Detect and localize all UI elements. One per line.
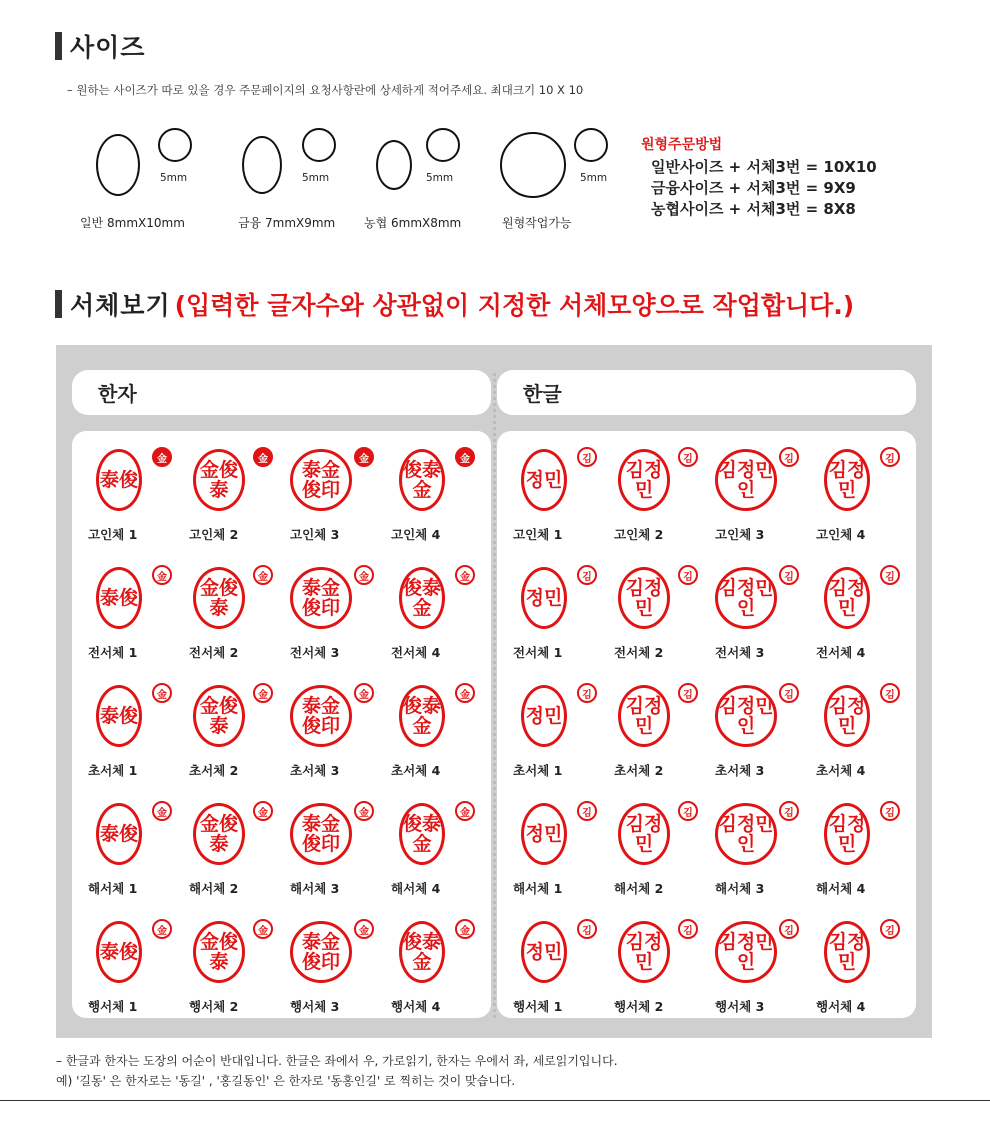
hangul-header xyxy=(497,370,916,415)
font-style-caption: 전서체 3 xyxy=(715,645,765,660)
bottom-rule xyxy=(0,1100,990,1101)
hangul-seal-sample xyxy=(610,681,708,781)
seal-glyphs: 泰金俊印 xyxy=(301,459,340,501)
surname-mini-seal-icon: 김 xyxy=(880,683,900,703)
font-style-caption: 전서체 3 xyxy=(290,645,340,660)
seal-stamp-icon xyxy=(618,803,670,865)
hanja-seal-sample xyxy=(84,563,182,663)
seal-glyphs: 泰金俊印 xyxy=(301,931,340,973)
seal-glyphs: 俊泰金 xyxy=(402,931,441,973)
seal-glyphs: 俊泰金 xyxy=(402,695,441,737)
hanja-seal-sample xyxy=(387,681,485,781)
seal-stamp-icon xyxy=(290,685,352,747)
surname-mini-seal-icon: 金 xyxy=(455,565,475,585)
surname-mini-seal-icon: 金 xyxy=(455,919,475,939)
size-examples xyxy=(80,118,640,248)
font-style-caption: 행서체 2 xyxy=(614,999,664,1014)
font-style-caption: 초서체 2 xyxy=(189,763,239,778)
oval-large-ring xyxy=(96,134,140,196)
seal-glyphs: 김정민 xyxy=(625,695,663,737)
seal-glyphs: 김정민 xyxy=(625,459,663,501)
hanja-seal-sample xyxy=(185,681,283,781)
hangul-seal-sample xyxy=(711,799,809,899)
font-style-caption: 해서체 4 xyxy=(816,881,866,896)
seal-glyphs: 김정민 xyxy=(625,931,663,973)
size-label: 농협 6mmX8mm xyxy=(364,216,462,230)
seal-glyphs: 김정민 xyxy=(828,931,866,973)
hangul-seal-sample xyxy=(711,681,809,781)
surname-mini-seal-icon: 김 xyxy=(880,565,900,585)
font-style-caption: 행서체 2 xyxy=(189,999,239,1014)
hangul-seal-sample xyxy=(812,445,910,545)
seal-stamp-icon xyxy=(824,567,870,629)
surname-mini-seal-icon: 金 xyxy=(354,683,374,703)
font-style-caption: 전서체 2 xyxy=(614,645,664,660)
hanja-seal-sample xyxy=(185,445,283,545)
seal-glyphs: 김정민인 xyxy=(718,695,774,737)
font-style-caption: 행서체 1 xyxy=(513,999,563,1014)
hanja-seal-sample xyxy=(185,799,283,899)
circle-large-ring xyxy=(500,132,566,198)
title-bar-marker xyxy=(55,32,62,60)
seal-glyphs: 泰俊 xyxy=(99,469,138,491)
seal-stamp-icon xyxy=(96,803,142,865)
seal-stamp-icon xyxy=(193,685,245,747)
size-section-title xyxy=(55,28,145,64)
hanja-seal-sample xyxy=(286,445,384,545)
hangul-seal-sample xyxy=(711,563,809,663)
surname-mini-seal-icon: 金 xyxy=(253,565,273,585)
surname-mini-seal-icon: 金 xyxy=(253,919,273,939)
seal-stamp-icon xyxy=(521,685,567,747)
font-style-caption: 행서체 4 xyxy=(816,999,866,1014)
surname-mini-seal-icon: 김 xyxy=(779,801,799,821)
column-divider xyxy=(493,373,496,1018)
font-style-caption: 행서체 4 xyxy=(391,999,441,1014)
hangul-seal-sample xyxy=(812,917,910,1017)
seal-stamp-icon xyxy=(290,567,352,629)
font-style-caption: 전서체 2 xyxy=(189,645,239,660)
hanja-seal-sample xyxy=(286,799,384,899)
surname-mini-seal-icon: 金 xyxy=(455,683,475,703)
seal-glyphs: 김정민 xyxy=(828,695,866,737)
hanja-seal-sample xyxy=(84,681,182,781)
hanja-seal-sample xyxy=(84,799,182,899)
font-style-caption: 해서체 4 xyxy=(391,881,441,896)
font-style-caption: 행서체 1 xyxy=(88,999,138,1014)
surname-mini-seal-icon: 김 xyxy=(678,565,698,585)
surname-mini-seal-icon: 김 xyxy=(779,447,799,467)
seal-stamp-icon xyxy=(715,567,777,629)
seal-stamp-icon xyxy=(193,567,245,629)
surname-mini-seal-icon: 김 xyxy=(779,565,799,585)
hangul-seal-sample xyxy=(812,681,910,781)
seal-glyphs: 김정민 xyxy=(625,577,663,619)
seal-glyphs: 泰金俊印 xyxy=(301,813,340,855)
seal-glyphs: 金俊泰 xyxy=(199,695,238,737)
surname-mini-seal-icon: 김 xyxy=(577,683,597,703)
seal-glyphs: 泰金俊印 xyxy=(301,577,340,619)
hanja-samples xyxy=(72,431,491,1018)
font-style-caption: 해서체 3 xyxy=(290,881,340,896)
surname-mini-seal-icon: 김 xyxy=(577,919,597,939)
surname-mini-seal-icon: 김 xyxy=(678,447,698,467)
seal-glyphs: 정민 xyxy=(525,823,563,845)
surname-mini-seal-icon: 金 xyxy=(152,801,172,821)
hanja-seal-sample xyxy=(387,563,485,663)
hangul-seal-sample xyxy=(610,563,708,663)
size-note: – 원하는 사이즈가 따로 있을 경우 주문페이지의 요청사항란에 상세하게 적어주세요. 최대크기 10 X 10 xyxy=(67,83,584,97)
seal-stamp-icon xyxy=(618,921,670,983)
seal-stamp-icon xyxy=(193,803,245,865)
hanja-seal-sample xyxy=(84,917,182,1017)
surname-mini-seal-icon: 金 xyxy=(152,919,172,939)
hanja-seal-sample xyxy=(185,917,283,1017)
font-style-caption: 행서체 3 xyxy=(715,999,765,1014)
seal-stamp-icon xyxy=(618,685,670,747)
seal-stamp-icon xyxy=(193,449,245,511)
seal-glyphs: 정민 xyxy=(525,941,563,963)
font-style-caption: 초서체 2 xyxy=(614,763,664,778)
seal-stamp-icon xyxy=(290,921,352,983)
seal-glyphs: 김정민인 xyxy=(718,577,774,619)
seal-stamp-icon xyxy=(399,685,445,747)
font-section-title xyxy=(55,286,854,322)
seal-stamp-icon xyxy=(399,921,445,983)
seal-stamp-icon xyxy=(618,449,670,511)
circle-5mm-ring xyxy=(158,128,192,162)
seal-glyphs: 김정민인 xyxy=(718,459,774,501)
size-mm-label: 5mm xyxy=(580,172,608,184)
seal-stamp-icon xyxy=(290,803,352,865)
hangul-seal-sample xyxy=(610,917,708,1017)
font-style-caption: 고인체 4 xyxy=(391,527,441,542)
surname-mini-seal-icon: 김 xyxy=(678,919,698,939)
size-title: 사이즈 xyxy=(70,33,146,62)
surname-mini-seal-icon: 金 xyxy=(455,801,475,821)
seal-stamp-icon xyxy=(618,567,670,629)
hangul-seal-sample xyxy=(711,917,809,1017)
surname-mini-seal-icon: 金 xyxy=(354,447,374,467)
order-guide-line: 일반사이즈 + 서체3번 = 10X10 xyxy=(651,158,877,176)
font-style-caption: 해서체 3 xyxy=(715,881,765,896)
font-style-caption: 초서체 4 xyxy=(816,763,866,778)
hangul-seal-sample xyxy=(711,445,809,545)
size-mm-label: 5mm xyxy=(302,172,330,184)
surname-mini-seal-icon: 김 xyxy=(678,801,698,821)
surname-mini-seal-icon: 金 xyxy=(354,919,374,939)
seal-glyphs: 김정민 xyxy=(828,813,866,855)
hanja-seal-sample xyxy=(185,563,283,663)
seal-glyphs: 泰俊 xyxy=(99,705,138,727)
order-guide-line: 금융사이즈 + 서체3번 = 9X9 xyxy=(651,179,856,197)
seal-stamp-icon xyxy=(521,449,567,511)
surname-mini-seal-icon: 김 xyxy=(880,919,900,939)
font-style-caption: 해서체 1 xyxy=(513,881,563,896)
seal-glyphs: 泰俊 xyxy=(99,941,138,963)
hangul-seal-sample xyxy=(610,799,708,899)
font-style-caption: 고인체 2 xyxy=(614,527,664,542)
surname-mini-seal-icon: 金 xyxy=(152,565,172,585)
hangul-seal-sample xyxy=(812,799,910,899)
order-guide-line: 농협사이즈 + 서체3번 = 8X8 xyxy=(651,200,856,218)
seal-glyphs: 정민 xyxy=(525,705,563,727)
hanja-seal-sample xyxy=(387,445,485,545)
surname-mini-seal-icon: 김 xyxy=(577,565,597,585)
size-label: 원형작업가능 xyxy=(502,216,572,230)
seal-glyphs: 金俊泰 xyxy=(199,931,238,973)
surname-mini-seal-icon: 김 xyxy=(880,801,900,821)
seal-stamp-icon xyxy=(96,685,142,747)
seal-glyphs: 김정민 xyxy=(828,459,866,501)
font-style-caption: 해서체 2 xyxy=(189,881,239,896)
seal-glyphs: 金俊泰 xyxy=(199,577,238,619)
seal-glyphs: 김정민인 xyxy=(718,931,774,973)
size-mm-label: 5mm xyxy=(160,172,188,184)
surname-mini-seal-icon: 金 xyxy=(152,683,172,703)
seal-glyphs: 정민 xyxy=(525,469,563,491)
seal-glyphs: 俊泰金 xyxy=(402,577,441,619)
surname-mini-seal-icon: 金 xyxy=(253,447,273,467)
surname-mini-seal-icon: 김 xyxy=(779,919,799,939)
hangul-seal-sample xyxy=(509,917,607,1017)
round-order-guide xyxy=(641,134,877,220)
seal-glyphs: 김정민 xyxy=(625,813,663,855)
seal-stamp-icon xyxy=(399,449,445,511)
order-guide-title: 원형주문방법 xyxy=(641,137,723,153)
surname-mini-seal-icon: 김 xyxy=(678,683,698,703)
seal-glyphs: 泰俊 xyxy=(99,823,138,845)
font-style-caption: 고인체 1 xyxy=(88,527,138,542)
title-bar-marker xyxy=(55,290,62,318)
font-style-caption: 해서체 1 xyxy=(88,881,138,896)
size-label: 일반 8mmX10mm xyxy=(80,216,185,230)
seal-stamp-icon xyxy=(399,803,445,865)
seal-glyphs: 金俊泰 xyxy=(199,459,238,501)
footer-note-2: 예) '길동' 은 한자로는 '동길' , '홍길동인' 은 한자로 '동홍인길' 로 찍히는 것이 맞습니다. xyxy=(56,1074,516,1088)
surname-mini-seal-icon: 金 xyxy=(354,801,374,821)
seal-stamp-icon xyxy=(521,803,567,865)
seal-glyphs: 김정민인 xyxy=(718,813,774,855)
seal-stamp-icon xyxy=(715,685,777,747)
hanja-seal-sample xyxy=(387,799,485,899)
surname-mini-seal-icon: 金 xyxy=(455,447,475,467)
surname-mini-seal-icon: 金 xyxy=(354,565,374,585)
seal-stamp-icon xyxy=(399,567,445,629)
surname-mini-seal-icon: 金 xyxy=(253,683,273,703)
seal-stamp-icon xyxy=(193,921,245,983)
hanja-header xyxy=(72,370,491,415)
font-title: 서체보기 xyxy=(70,291,171,320)
font-style-caption: 초서체 4 xyxy=(391,763,441,778)
font-style-caption: 초서체 1 xyxy=(513,763,563,778)
seal-glyphs: 俊泰金 xyxy=(402,813,441,855)
surname-mini-seal-icon: 김 xyxy=(577,801,597,821)
font-style-caption: 초서체 1 xyxy=(88,763,138,778)
seal-stamp-icon xyxy=(290,449,352,511)
hangul-seal-sample xyxy=(509,563,607,663)
size-label: 금융 7mmX9mm xyxy=(238,216,336,230)
seal-stamp-icon xyxy=(715,803,777,865)
hanja-seal-sample xyxy=(387,917,485,1017)
font-style-caption: 해서체 2 xyxy=(614,881,664,896)
oval-large-ring xyxy=(376,140,412,190)
hanja-header-label: 한자 xyxy=(98,382,137,406)
font-style-caption: 전서체 1 xyxy=(88,645,138,660)
seal-stamp-icon xyxy=(715,921,777,983)
size-mm-label: 5mm xyxy=(426,172,454,184)
font-style-caption: 전서체 1 xyxy=(513,645,563,660)
seal-glyphs: 俊泰金 xyxy=(402,459,441,501)
seal-stamp-icon xyxy=(824,449,870,511)
seal-stamp-icon xyxy=(824,921,870,983)
surname-mini-seal-icon: 金 xyxy=(253,801,273,821)
surname-mini-seal-icon: 김 xyxy=(577,447,597,467)
seal-stamp-icon xyxy=(715,449,777,511)
seal-stamp-icon xyxy=(824,803,870,865)
circle-5mm-ring xyxy=(426,128,460,162)
hangul-header-label: 한글 xyxy=(523,382,562,406)
font-subtitle: (입력한 글자수와 상관없이 지정한 서체모양으로 작업합니다.) xyxy=(174,291,855,320)
hangul-seal-sample xyxy=(812,563,910,663)
seal-glyphs: 정민 xyxy=(525,587,563,609)
font-sample-panel xyxy=(56,345,932,1038)
surname-mini-seal-icon: 金 xyxy=(152,447,172,467)
font-style-caption: 고인체 4 xyxy=(816,527,866,542)
font-style-caption: 행서체 3 xyxy=(290,999,340,1014)
seal-glyphs: 泰金俊印 xyxy=(301,695,340,737)
circle-5mm-ring xyxy=(574,128,608,162)
circle-5mm-ring xyxy=(302,128,336,162)
seal-stamp-icon xyxy=(824,685,870,747)
hangul-samples xyxy=(497,431,916,1018)
font-style-caption: 초서체 3 xyxy=(290,763,340,778)
seal-stamp-icon xyxy=(96,449,142,511)
seal-stamp-icon xyxy=(521,567,567,629)
seal-stamp-icon xyxy=(96,921,142,983)
hangul-seal-sample xyxy=(509,445,607,545)
seal-glyphs: 김정민 xyxy=(828,577,866,619)
surname-mini-seal-icon: 김 xyxy=(779,683,799,703)
seal-glyphs: 金俊泰 xyxy=(199,813,238,855)
font-style-caption: 전서체 4 xyxy=(391,645,441,660)
hanja-seal-sample xyxy=(84,445,182,545)
hanja-seal-sample xyxy=(286,681,384,781)
hangul-seal-sample xyxy=(509,799,607,899)
hanja-seal-sample xyxy=(286,917,384,1017)
footer-note-1: – 한글과 한자는 도장의 어순이 반대입니다. 한글은 좌에서 우, 가로읽기, 한자는 우에서 좌, 세로읽기입니다. xyxy=(56,1054,618,1068)
font-style-caption: 고인체 3 xyxy=(290,527,340,542)
seal-glyphs: 泰俊 xyxy=(99,587,138,609)
hanja-seal-sample xyxy=(286,563,384,663)
seal-stamp-icon xyxy=(96,567,142,629)
font-style-caption: 전서체 4 xyxy=(816,645,866,660)
font-style-caption: 초서체 3 xyxy=(715,763,765,778)
seal-stamp-icon xyxy=(521,921,567,983)
hangul-seal-sample xyxy=(509,681,607,781)
font-style-caption: 고인체 1 xyxy=(513,527,563,542)
oval-large-ring xyxy=(242,136,282,194)
font-style-caption: 고인체 3 xyxy=(715,527,765,542)
hangul-seal-sample xyxy=(610,445,708,545)
surname-mini-seal-icon: 김 xyxy=(880,447,900,467)
font-style-caption: 고인체 2 xyxy=(189,527,239,542)
